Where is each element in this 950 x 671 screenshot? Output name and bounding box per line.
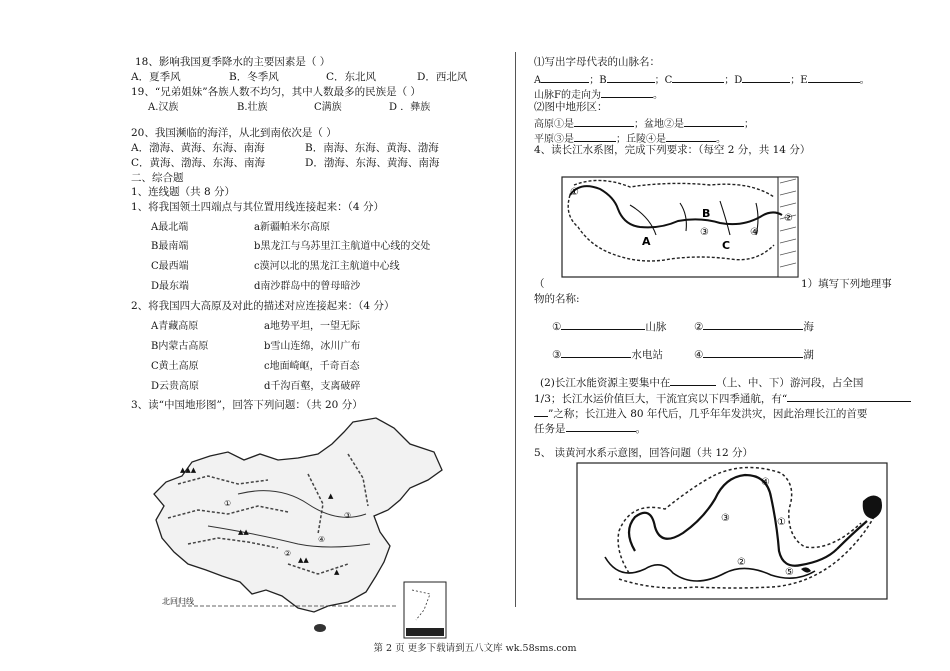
blank-reach[interactable] [670, 374, 716, 386]
blank-nickname-a[interactable] [787, 390, 911, 402]
q4-fill-4: ④ 湖 [694, 346, 814, 362]
q3-1-stem: ⑴写出字母代表的山脉名： [534, 56, 660, 68]
svg-text:②: ② [737, 557, 746, 568]
svg-text:▲: ▲ [328, 492, 334, 500]
svg-text:③: ③ [344, 511, 352, 520]
link-q2-right-b: b雪山连绵，冰川广布 [264, 341, 361, 352]
link-q1-right-b: b黑龙江与乌苏里江主航道中心线的交处 [254, 241, 431, 252]
blank-c[interactable] [672, 71, 724, 83]
q4-2-line2: 1/3；长江水运价值巨大，干流宜宾以下四季通航，有“ [534, 390, 911, 406]
china-topographic-map [148, 414, 450, 640]
blank-d[interactable] [742, 71, 790, 83]
q4-1-tail2: 物的名称: [534, 293, 580, 305]
link-section-title: 1、连线题（共 8 分） [131, 186, 236, 198]
q3-1-f-line: 山脉F的走向为 。 [534, 86, 663, 102]
link-q1-right-a: a新疆帕米尔高原 [254, 222, 330, 233]
q4-1-open-paren: （ [534, 278, 545, 290]
q4-fill-1: ① 山脉 [552, 318, 666, 334]
q4-2-line4: 任务是 。 [534, 420, 646, 436]
blank-mountain[interactable] [561, 318, 645, 330]
svg-text:①: ① [777, 517, 786, 528]
q20-option-c: C．黄海、渤海、东海、南海 [131, 157, 266, 169]
q19-option-a: A.汉族 [148, 102, 179, 113]
blank-nickname-b[interactable] [534, 405, 548, 417]
q18-option-d: D．西北风 [417, 71, 468, 83]
blank-e[interactable] [808, 71, 860, 83]
link-q2-stem: 2、将我国四大高原及对此的描述对应连接起来：（4 分） [131, 300, 395, 312]
yellow-river-map [575, 461, 889, 601]
q20-option-b: B．南海、东海、黄海、渤海 [305, 142, 439, 154]
link-q1-left-d: D最东端 [151, 281, 190, 292]
svg-text:④: ④ [750, 227, 759, 238]
q4-fill-2: ② 海 [694, 318, 814, 334]
q18-option-b: B．冬季风 [229, 71, 279, 83]
svg-text:▲▲: ▲▲ [298, 556, 309, 564]
link-q2-left-d: D云贵高原 [151, 381, 200, 392]
blank-b[interactable] [607, 71, 655, 83]
blank-a[interactable] [541, 71, 589, 83]
q3-2-line2: 平原③是 ；丘陵④是 。 [534, 130, 726, 146]
q3-2-line1: 高原①是 ；盆地②是 ； [534, 115, 754, 131]
q18-option-c: C．东北风 [326, 71, 377, 83]
link-q1-left-c: C最西端 [151, 261, 189, 272]
link-q1-left-b: B最南端 [151, 241, 189, 252]
svg-text:④: ④ [318, 535, 326, 544]
q20-option-d: D．渤海、东海、黄海、南海 [305, 157, 440, 169]
q19-option-b: B.壮族 [237, 102, 268, 113]
link-q1-right-d: d南沙群岛中的曾母暗沙 [254, 281, 361, 292]
q4-1-tail: 1）填写下列地理事 [801, 278, 892, 290]
svg-text:▲▲: ▲▲ [238, 528, 249, 536]
blank-lake[interactable] [703, 346, 803, 358]
svg-text:▲: ▲ [334, 568, 340, 576]
q3-1-mountain-line: A ；B ；C ；D ；E 。 [534, 71, 870, 87]
q18-option-a: A．夏季风 [131, 71, 181, 83]
china-outline [154, 418, 442, 612]
link-q1-stem: 1、将我国领土四端点与其位置用线连接起来：（4 分） [131, 201, 384, 213]
link-q2-right-a: a地势平坦，一望无际 [264, 321, 360, 332]
q19-option-d: D ．彝族 [389, 102, 431, 113]
svg-text:②: ② [784, 213, 793, 224]
blank-basin-2[interactable] [684, 115, 744, 127]
svg-text:⑤: ⑤ [785, 567, 794, 578]
link-q1-left-a: A最北端 [151, 222, 189, 233]
svg-text:②: ② [284, 549, 292, 558]
link-q1-right-c: c漠河以北的黑龙江主航道中心线 [254, 261, 400, 272]
svg-text:①: ① [570, 187, 579, 198]
q3-stem: 3、读“中国地形图”，回答下列问题：（共 20 分） [131, 399, 363, 411]
blank-plain-3[interactable] [574, 130, 616, 142]
blank-sea[interactable] [703, 318, 803, 330]
svg-text:B: B [702, 207, 711, 220]
link-q2-right-d: d千沟百壑，支离破碎 [264, 381, 361, 392]
column-divider [515, 52, 516, 607]
link-q2-left-c: C黄土高原 [151, 361, 199, 372]
link-q2-left-a: A青藏高原 [151, 321, 199, 332]
svg-text:④: ④ [761, 477, 770, 488]
blank-hills-4[interactable] [666, 130, 716, 142]
q5-stem: 5、 读黄河水系示意图，回答问题（共 12 分） [534, 447, 754, 459]
blank-plateau-1[interactable] [574, 115, 634, 127]
q19-option-c: C满族 [314, 102, 342, 113]
link-q2-left-b: B内蒙古高原 [151, 341, 209, 352]
link-q2-right-c: c地面崎岖，千奇百态 [264, 361, 360, 372]
q4-stem: 4、读长江水系图，完成下列要求：（每空 2 分，共 14 分） [534, 144, 811, 156]
svg-text:③: ③ [700, 227, 709, 238]
blank-hydropower[interactable] [561, 346, 631, 358]
q19-stem: 19、“兄弟姐妹”各族人数不均匀，其中人数最多的民族是（ ） [131, 86, 421, 98]
blank-f[interactable] [601, 86, 653, 98]
q4-fill-3: ③ 水电站 [552, 346, 663, 362]
q3-2-stem: ⑵图中地形区： [534, 101, 608, 113]
svg-text:C: C [722, 239, 731, 252]
yangtze-river-map [560, 175, 800, 279]
blank-task[interactable] [566, 420, 636, 432]
tropic-of-cancer-label: 北回归线 [162, 597, 194, 606]
svg-text:③: ③ [721, 513, 730, 524]
section-2-heading: 二、综合题 [131, 172, 184, 184]
q4-2-line1: (2)长江水能资源主要集中在 （上、中、下）游河段，占全国 [540, 374, 863, 390]
page-footer: 第 2 页 更多下载请到五八文库 wk.58sms.com [373, 643, 577, 654]
q20-option-a: A．渤海、黄海、东海、南海 [131, 142, 265, 154]
q4-2-line3: ”之称；长江进入 80 年代后，几乎年年发洪灾，因此治理长江的首要 [534, 405, 867, 421]
svg-text:①: ① [224, 499, 232, 508]
svg-text:A: A [642, 235, 651, 248]
q20-stem: 20、我国濒临的海洋，从北到南依次是（ ） [131, 127, 337, 139]
q18-stem: 18、影响我国夏季降水的主要因素是（ ） [135, 56, 331, 68]
svg-text:▲▲▲: ▲▲▲ [180, 466, 197, 474]
